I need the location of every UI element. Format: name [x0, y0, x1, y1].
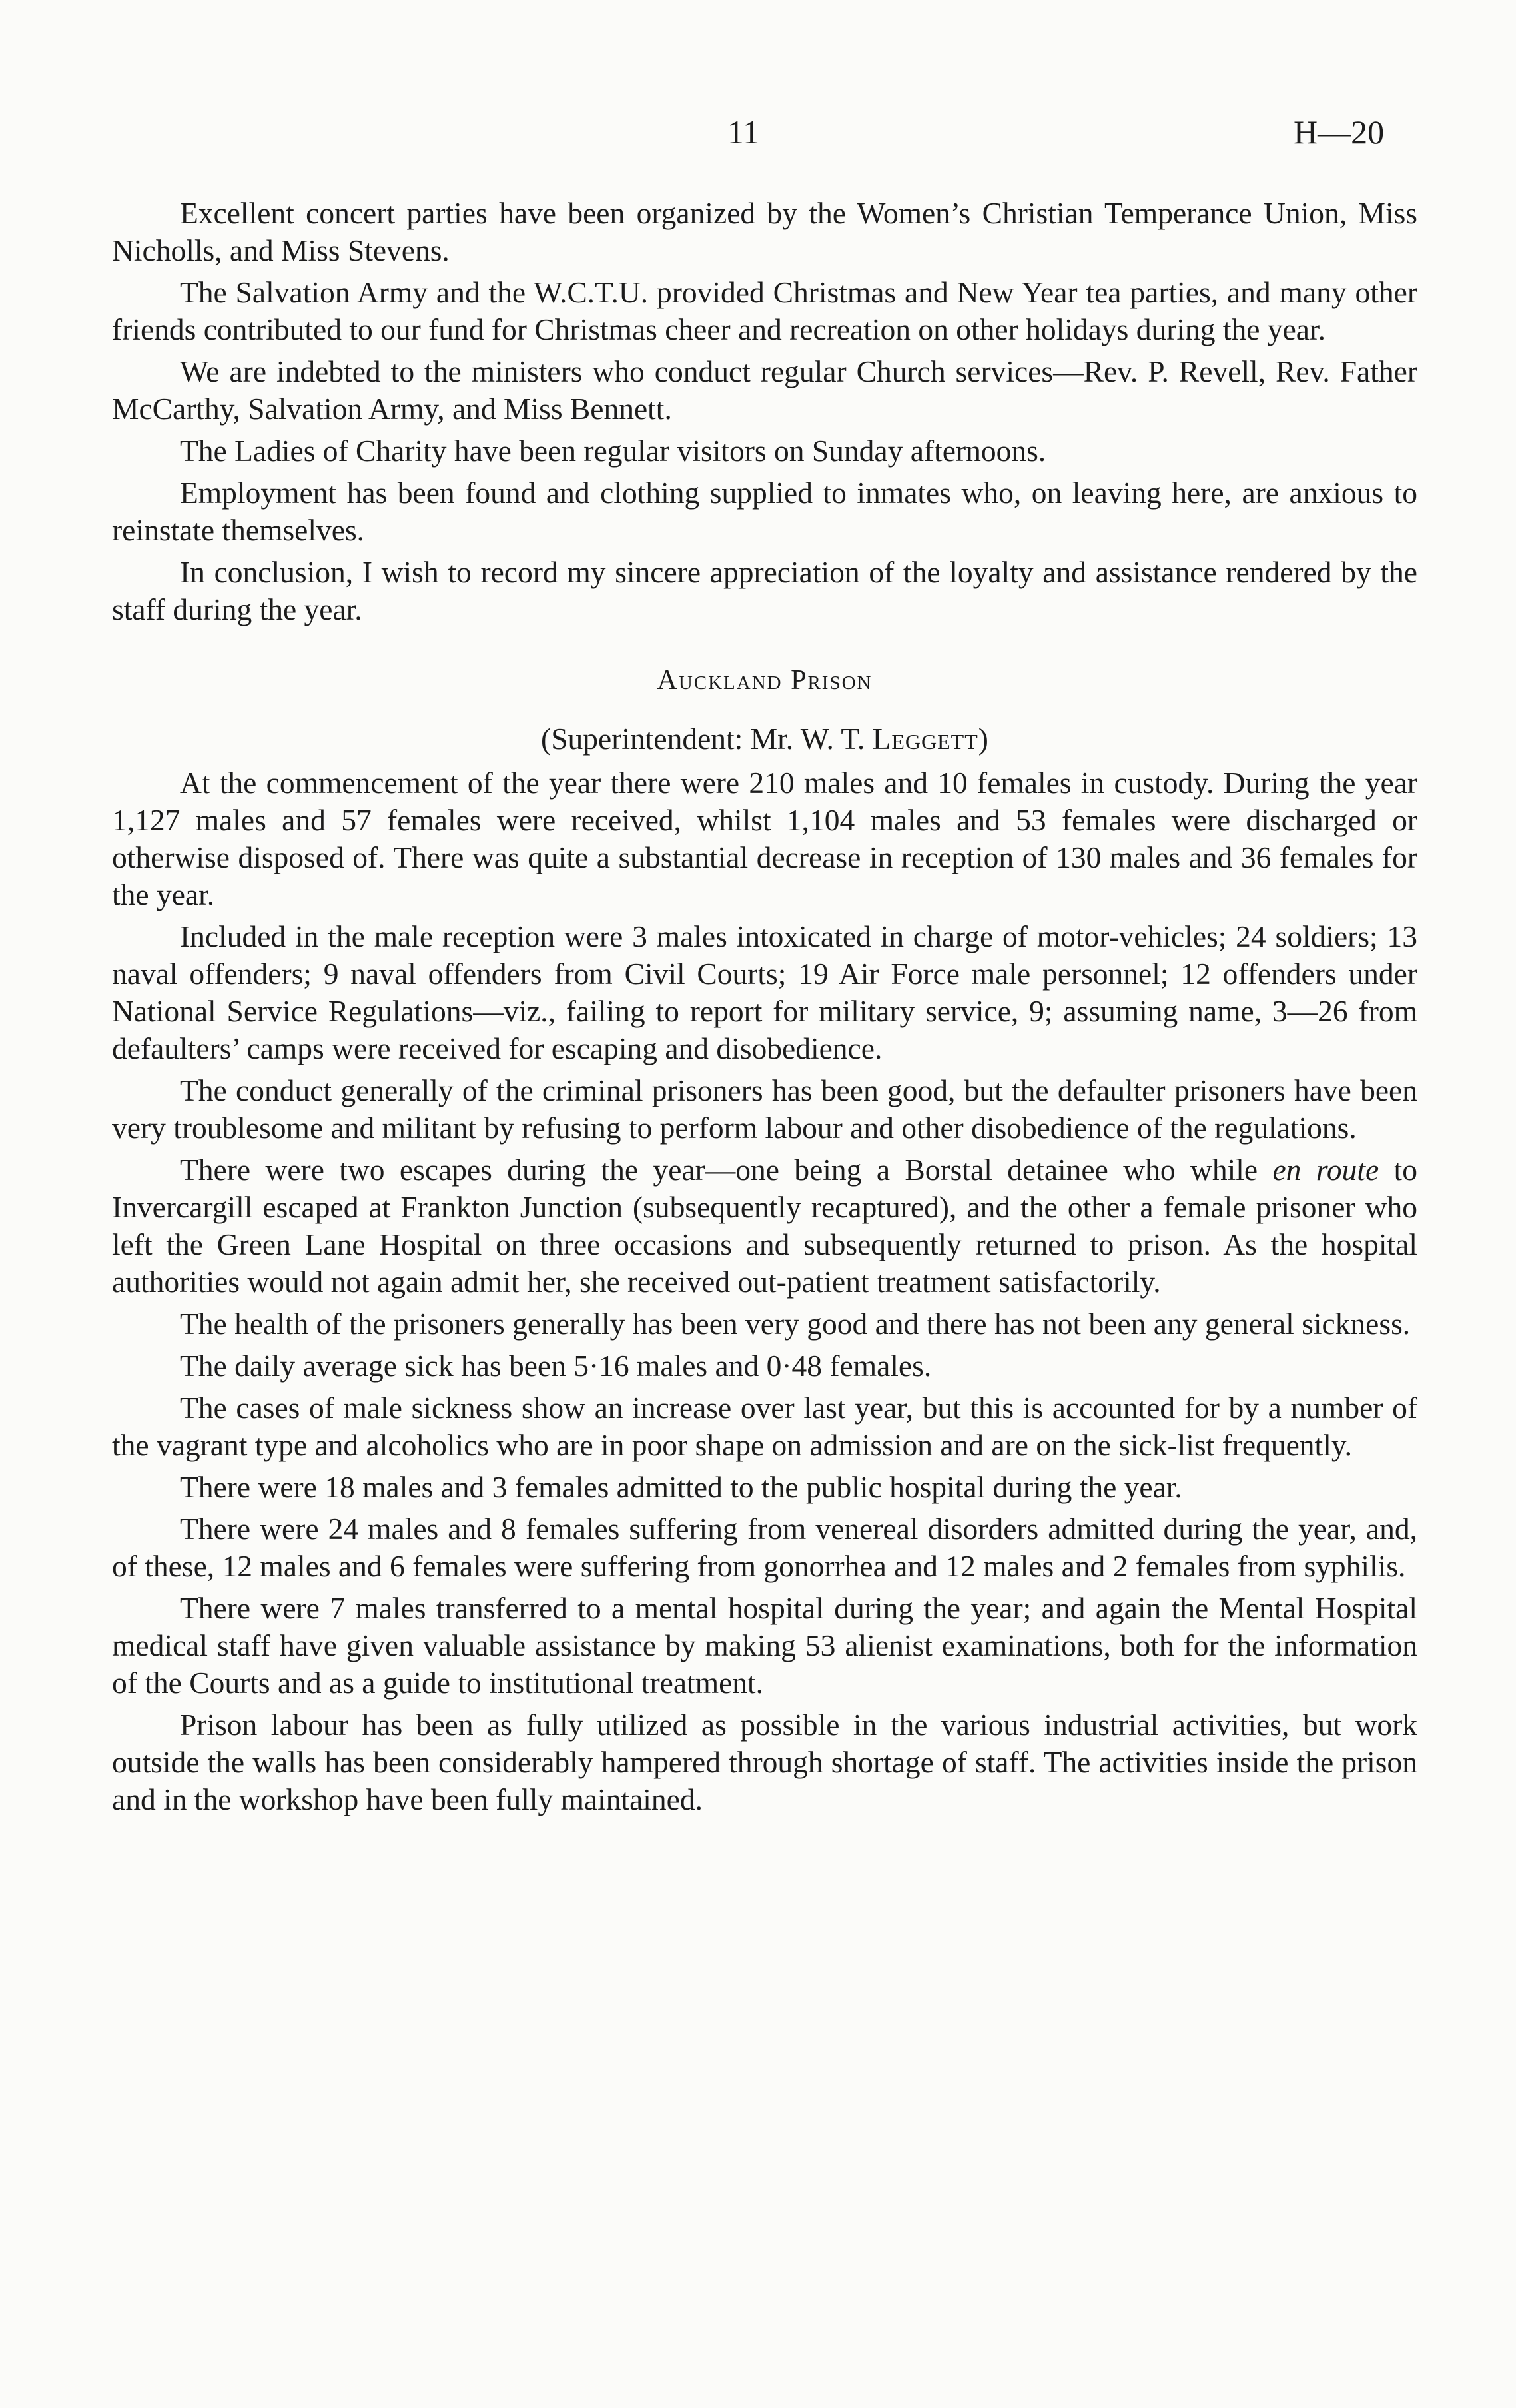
page-header [0, 112, 1516, 159]
paragraph-custody-figures: At the commencement of the year there were 210 males and 10 females in custody. During the year 1,127 males and 57 females were received, whilst 1,104 males and 53 females were discharged or otherwise disposed of. There was quite a substantial decrease in reception of 130 males and 36 females for the year. [112, 766, 1417, 911]
document-reference: H—20 [1294, 113, 1385, 151]
escapes-text-part2: to Invercargill escaped at Frankton Junction (subsequently recaptured), and the other a female prisoner who left the Green Lane Hospital on three occasions and subsequently returned to prison. As the hospital authorities would not again admit her, she received out-patient treatment satisfactorily. [112, 1153, 1417, 1299]
superintendent-suffix: ) [978, 722, 988, 756]
superintendent-prefix: (Superintendent: Mr. W. T. [541, 722, 873, 756]
paragraph-venereal-disorders: There were 24 males and 8 females suffering from venereal disorders admitted during the year, and, of these, 12 males and 6 females were suffering from gonorrhea and 12 males and 2 females from syphilis. [112, 1512, 1417, 1583]
paragraph-male-sickness: The cases of male sickness show an increase over last year, but this is accounted for by a number of the vagrant type and alcoholics who are in poor shape on admission and are on the sick-list frequently. [112, 1391, 1417, 1462]
superintendent-name: Leggett [872, 722, 978, 756]
section-title: Auckland Prison [657, 665, 873, 696]
paragraph-daily-average-sick: The daily average sick has been 5·16 males and 0·48 females. [180, 1349, 932, 1383]
escapes-italic-phrase: en route [1272, 1153, 1379, 1187]
paragraph-prison-labour: Prison labour has been as fully utilized as possible in the various industrial activities, but work outside the walls has been considerably hampered through shortage of staff. The activities inside the prison and in the workshop have been fully maintained. [112, 1708, 1417, 1816]
paragraph-mental-hospital: There were 7 males transferred to a mental hospital during the year; and again the Mental Hospital medical staff have given valuable assistance by making 53 alienist examinations, both for the information of the Courts and as a guide to institutional treatment. [112, 1591, 1417, 1700]
escapes-text-part1: There were two escapes during the year—one being a Borstal detainee who while [180, 1153, 1273, 1187]
paragraph-conclusion: In conclusion, I wish to record my sincere appreciation of the loyalty and assistance rendered by the staff during the year. [112, 555, 1417, 626]
superintendent-line [112, 720, 1417, 758]
paragraph-church-services: We are indebted to the ministers who conduct regular Church services—Rev. P. Revell, Rev. Father McCarthy, Salvation Army, and Miss Bennett. [112, 354, 1417, 426]
paragraph-ladies-of-charity: The Ladies of Charity have been regular visitors on Sunday afternoons. [180, 434, 1046, 468]
paragraph-concert-parties: Excellent concert parties have been organized by the Women’s Christian Temperance Union, Miss Nicholls, and Miss Stevens. [112, 196, 1417, 267]
page-number: 11 [727, 113, 760, 151]
paragraph-public-hospital: There were 18 males and 3 females admitted to the public hospital during the year. [180, 1470, 1182, 1504]
paragraph-health: The health of the prisoners generally has been very good and there has not been any general sickness. [180, 1307, 1411, 1341]
paragraph-escapes [112, 1151, 1417, 1301]
paragraph-male-reception: Included in the male reception were 3 males intoxicated in charge of motor-vehicles; 24 soldiers; 13 naval offenders; 9 naval offenders from Civil Courts; 19 Air Force male personnel; 12 offenders under National Service Regulations—viz., failing to report for military service, 9; assuming name, 3—26 from defaulters’ camps were received for escaping and disobedience. [112, 919, 1417, 1065]
page-body [112, 195, 1417, 1823]
paragraph-employment: Employment has been found and clothing supplied to inmates who, on leaving here, are anxious to reinstate themselves. [112, 476, 1417, 547]
paragraph-christmas-parties: The Salvation Army and the W.C.T.U. provided Christmas and New Year tea parties, and many other friends contributed to our fund for Christmas cheer and recreation on other holidays during the year. [112, 275, 1417, 346]
paragraph-conduct: The conduct generally of the criminal prisoners has been good, but the defaulter prisoners have been very troublesome and militant by refusing to perform labour and other disobedience of the regulations. [112, 1073, 1417, 1145]
